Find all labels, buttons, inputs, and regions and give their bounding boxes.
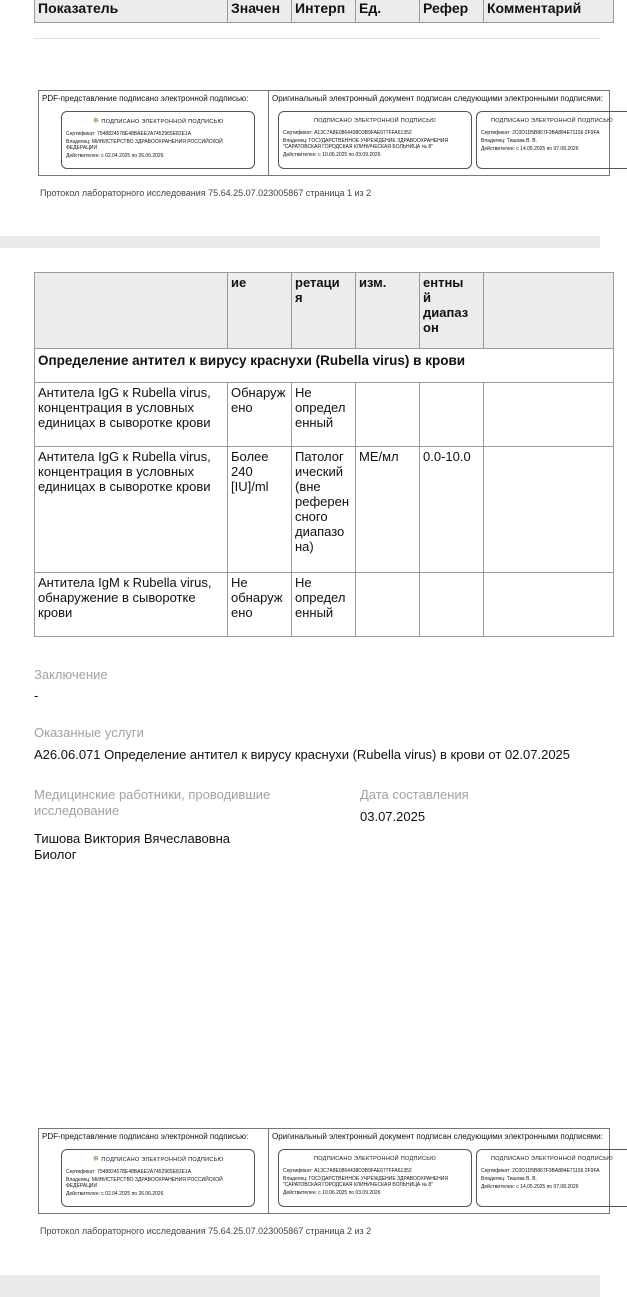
conclusion-value: - <box>34 688 39 703</box>
row-value: Более 240 [IU]/ml <box>228 447 292 573</box>
staff-role: Биолог <box>34 847 77 862</box>
row-interpretation: Патолог ический (вне референ сного диапазо на) <box>292 447 356 573</box>
row-value: Не обнаруж ено <box>228 573 292 637</box>
table-row <box>35 447 614 573</box>
row-reference <box>420 383 484 447</box>
emblem-icon: ✵ <box>92 116 100 125</box>
col-interpretation: Интерп <box>292 0 356 23</box>
col-reference: Рефер <box>420 0 484 23</box>
staff-name: Тишова Виктория Вячеславовна <box>34 831 231 846</box>
protocol-footer-page-2: Протокол лабораторного исследования 75.64.25.07.023005867 страница 2 из 2 <box>40 1226 372 1236</box>
page-2 <box>0 248 614 1275</box>
page-divider-bottom <box>0 1275 600 1297</box>
signature-stamp-hospital: ПОДПИСАНО ЭЛЕКТРОННОЙ ПОДПИСЬЮ Сертификат: A13C7A8E0864438D3B9FAE677FFA61352 Владелец: ГОСУДАРСТВЕННОЕ УЧРЕЖДЕНИЕ ЗДРАВООХРАНЕНИЯ "САРАТОВСКАЯ ГОРОДСКАЯ КЛИНИЧЕСКАЯ БОЛЬНИЦА № 8" Действителен: с 10.06.2025 по 03.09.2026 <box>278 111 472 169</box>
signature-block-page-1 <box>38 90 614 176</box>
row-value: Обнаруж ено <box>228 383 292 447</box>
signature-stamp-hospital: ПОДПИСАНО ЭЛЕКТРОННОЙ ПОДПИСЬЮ Сертификат: A13C7A8E0864438D3B9FAE677FFA61352 Владелец: ГОСУДАРСТВЕННОЕ УЧРЕЖДЕНИЕ ЗДРАВООХРАНЕНИЯ "САРАТОВСКАЯ ГОРОДСКАЯ КЛИНИЧЕСКАЯ БОЛЬНИЦА № 8" Действителен: с 10.06.2025 по 03.09.2026 <box>278 1149 472 1207</box>
protocol-footer-page-1: Протокол лабораторного исследования 75.64.25.07.023005867 страница 1 из 2 <box>40 188 372 198</box>
staff-label: Медицинские работники, проводившие исследование <box>34 787 271 818</box>
emblem-icon: ✵ <box>92 1154 100 1163</box>
signature-right-heading: Оригинальный электронный документ подписан следующими электронными подписями: <box>272 94 603 103</box>
date-label: Дата составления <box>360 787 469 802</box>
conclusion-label: Заключение <box>34 667 108 682</box>
date-value: 03.07.2025 <box>360 809 426 824</box>
signature-stamp-ministry: ✵ ПОДПИСАНО ЭЛЕКТРОННОЙ ПОДПИСЬЮ Сертификат: 7548824578E48BAEE2A7452965E82E1A Владелец: МИНИСТЕРСТВО ЗДРАВООХРАНЕНИЯ РОССИЙСКОЙ ФЕДЕРАЦИИ Действителен: с 02.04.2025 по 26.06.2026 <box>61 111 255 169</box>
page-1-line <box>34 38 600 39</box>
col-value: Значен <box>228 0 292 23</box>
row-indicator: Антитела IgM к Rubella virus, обнаружение в сыворотке крови <box>35 573 228 637</box>
row-indicator: Антитела IgG к Rubella virus, концентрация в условных единицах в сыворотке крови <box>35 447 228 573</box>
page-divider <box>0 236 600 248</box>
row-unit <box>356 383 420 447</box>
row-comment <box>484 573 614 637</box>
col-unit: Ед. <box>356 0 420 23</box>
col-indicator: Показатель <box>35 0 228 23</box>
row-unit: МЕ/мл <box>356 447 420 573</box>
col-unit-continued: изм. <box>356 273 420 349</box>
row-comment <box>484 447 614 573</box>
table-row <box>35 573 614 637</box>
section-title: Определение антител к вирусу краснухи (Rubella virus) в крови <box>35 349 614 383</box>
col-indicator-continued <box>35 273 228 349</box>
col-reference-continued: ентны й диапаз он <box>420 273 484 349</box>
row-reference <box>420 573 484 637</box>
results-table <box>34 272 614 637</box>
row-unit <box>356 573 420 637</box>
results-table-header-top <box>34 0 614 23</box>
services-label: Оказанные услуги <box>34 725 144 740</box>
signature-left-heading: PDF-представление подписано электронной подписью: <box>42 1132 249 1141</box>
signature-left-heading: PDF-представление подписано электронной подписью: <box>42 94 249 103</box>
services-value: A26.06.071 Определение антител к вирусу краснухи (Rubella virus) в крови от 02.07.2025 <box>34 747 571 762</box>
row-comment <box>484 383 614 447</box>
signature-right-heading: Оригинальный электронный документ подписан следующими электронными подписями: <box>272 1132 603 1141</box>
table-row <box>35 383 614 447</box>
row-interpretation: Не определ енный <box>292 573 356 637</box>
row-reference: 0.0-10.0 <box>420 447 484 573</box>
col-value-continued: ие <box>228 273 292 349</box>
row-interpretation: Не определ енный <box>292 383 356 447</box>
signature-stamp-biologist: ПОДПИСАНО ЭЛЕКТРОННОЙ ПОДПИСЬЮ Сертификат: 2C0D1D5B867F3BA884E71156 2F9FA Владелец: Тишова В. В. Действителен: с 14.05.2025 по 07.08.2026 <box>476 111 627 169</box>
signature-stamp-ministry: ✵ ПОДПИСАНО ЭЛЕКТРОННОЙ ПОДПИСЬЮ Сертификат: 7548824578E48BAEE2A7452965E82E1A Владелец: МИНИСТЕРСТВО ЗДРАВООХРАНЕНИЯ РОССИЙСКОЙ ФЕДЕРАЦИИ Действителен: с 02.04.2025 по 26.06.2026 <box>61 1149 255 1207</box>
signature-block-page-2 <box>38 1128 614 1214</box>
col-comment-continued <box>484 273 614 349</box>
col-interpretation-continued: ретаци я <box>292 273 356 349</box>
signature-stamp-biologist: ПОДПИСАНО ЭЛЕКТРОННОЙ ПОДПИСЬЮ Сертификат: 2C0D1D5B867F3BA884E71156 2F9FA Владелец: Тишова В. В. Действителен: с 14.05.2025 по 07.08.2026 <box>476 1149 627 1207</box>
col-comment: Комментарий <box>484 0 614 23</box>
row-indicator: Антитела IgG к Rubella virus, концентрация в условных единицах в сыворотке крови <box>35 383 228 447</box>
page-1-fragment <box>0 0 614 236</box>
